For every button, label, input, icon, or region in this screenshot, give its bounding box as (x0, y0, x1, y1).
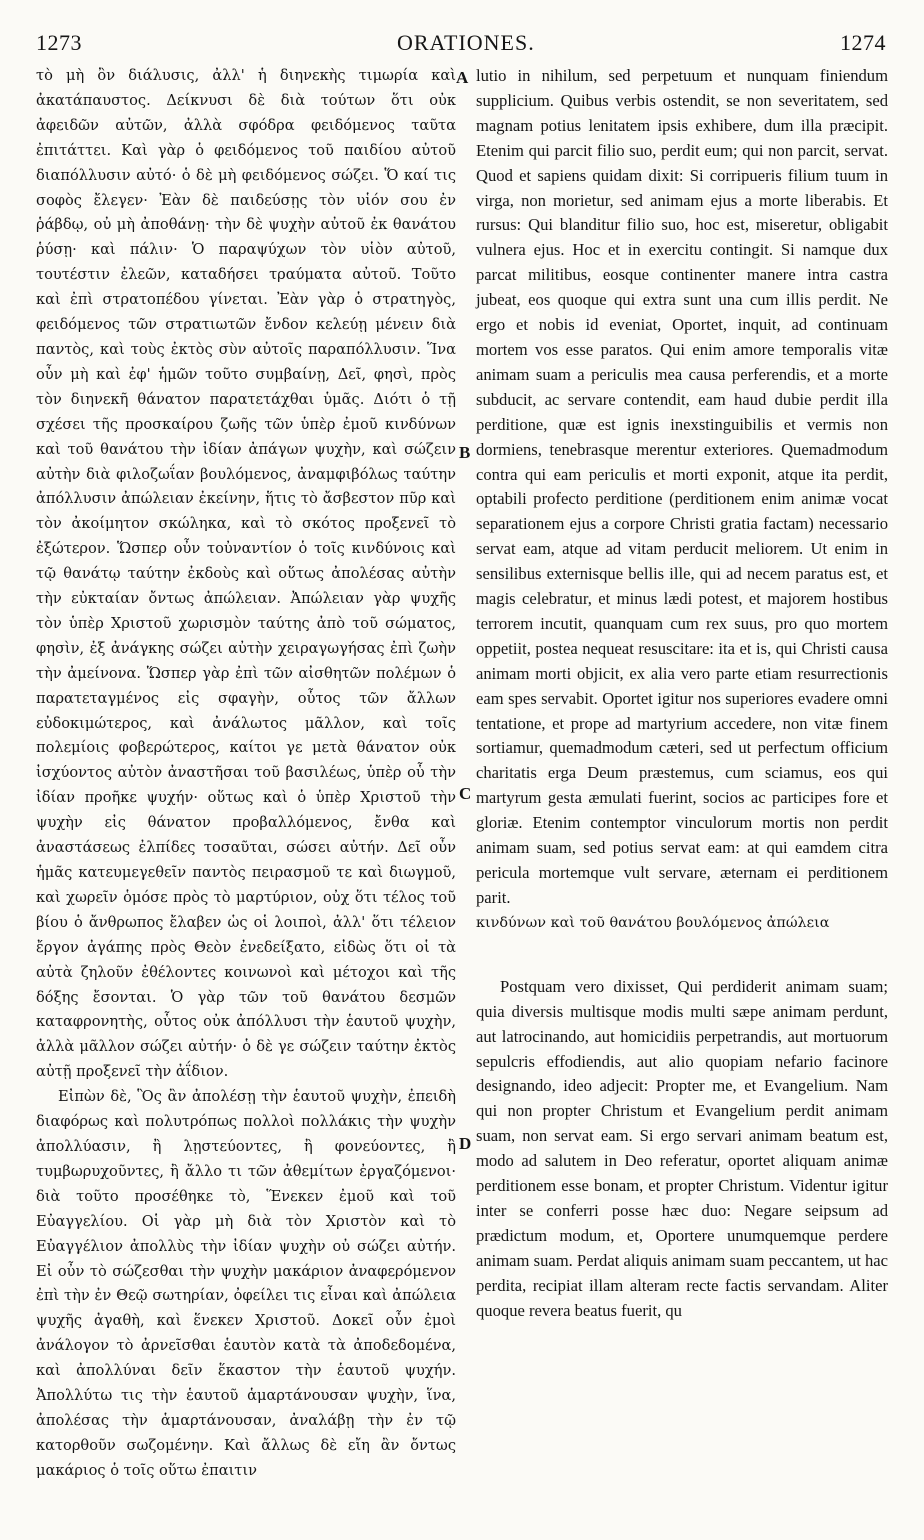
page-number-right: 1274 (840, 30, 886, 55)
running-title: ORATIONES. (397, 30, 535, 55)
greek-paragraph-2: Εἰπὼν δὲ, Ὃς ἂν ἀπολέσῃ τὴν ἑαυτοῦ ψυχὴν, ἐπειδὴ διαφόρως καὶ πολυτρόπως πολλοὶ πολλάκις τὴν ψυχὴν ἀπολλύασιν, ἢ λῃστεύοντες, ἢ φονεύοντες, ἢ τυμβωρυχοῦντες, ἢ ἄλλο τι τῶν ἀθεμίτων ἐργαζόμενοι· διὰ τοῦτο προσέθηκε τὸ, Ἕνεκεν ἐμοῦ καὶ τοῦ Εὐαγγελίου. Οἱ γὰρ μὴ διὰ τὸν Χριστὸν καὶ τὸ Εὐαγγέλιον ἀπολλὺς τὴν ἰδίαν ψυχὴν οὐ σώζει αὐτήν. Εἰ οὖν τὸ σώζεσθαι τὴν ψυχὴν μακάριον ἀναφερόμενον ἐπὶ τὴν ἐν Θεῷ σωτηρίαν, ὀφείλει τις εἶναι καὶ ἀπώλεια ψυχῆς ἀγαθὴ, καὶ ἕνεκεν Χριστοῦ. Δοκεῖ οὖν ἐμοὶ ἀνάλογον τὸ ἀρνεῖσθαι ἑαυτὸν κατὰ τὰ ἀποδεδομένα, καὶ ἀπολλύναι δεῖν ἕκαστον τὴν ἑαυτοῦ ψυχήν. Ἀπολλύτω τις τὴν ἑαυτοῦ ἁμαρτάνουσαν ψυχὴν, ἵνα, ἀπολέσας τὴν ἁμαρτάνουσαν, ἀναλάβῃ τὴν ἐν τῷ κατορθοῦν σωζομένην. Καὶ ἄλλως δὲ εἴη ἂν ὄντως μακάριος ὁ τοῖς οὕτω ἐπαιτιν (36, 1088, 456, 1479)
margin-marker-d: D (459, 1134, 472, 1153)
latin-paragraph-2: Postquam vero dixisset, Qui perdiderit animam suam; quia diversis multisque modis multi sæpe animam perdunt, aut latrocinando, aut homicidiis perpetrandis, aut mortuorum sepulcris effodiendis, aut alio quopiam nefario facinore designando, ideo adjecit: Propter me, et Evangelium. Nam qui non propter Christum et Evangelium perdit animam suam, non servat eam. Si ergo servari animam beatum est, modo ad salutem in Deo referatur, oportet aliquam animæ perditionem esse bonam, et propter Christum. Videntur igitur inter se conferri posse hæc duo: Negare seipsum ad prædictum modum, et, Oportere unumquemque perdere animam suam. Perdat aliquis animam suam peccantem, ut hac perdita, recipiat illam alteram recte factis servandam. Aliter quoque revera beatus fuerit, qu (476, 976, 888, 1320)
latin-footnote-line: κινδύνων καὶ τοῦ θανάτου βουλόμενος ἀπώλεια (476, 914, 830, 931)
latin-column (476, 64, 888, 1324)
margin-marker-a: A (456, 68, 469, 87)
greek-column (36, 64, 456, 1484)
page-number-left: 1273 (36, 30, 82, 55)
latin-paragraph-1: lutio in nihilum, sed perpetuum et nunquam finiendum supplicium. Quibus verbis ostendit, se non severitatem, sed magnam potius lenitatem ipsis exhibere, dum illa præcipit. Etenim qui parcit filio suo, perdit eum; qui non parcit, servat. Quod et sapiens quidam dixit: Si corripueris filium tuum in virga, non morietur, sed animam ejus a morte liberabis. Et rursus: Qui blanditur filio suo, hoc est, miseretur, obligabit vulnera ejus. Hoc et in exercitu contingit. Si namque dux parcat militibus, eosque continenter manere intra castra jubeat, eos quoque qui extra sunt una cum illis perdit. Ne ergo et nobis id eveniat, Oportet, inquit, ad continuam mortem vos esse paratos. Qui enim amore temporalis vitæ animam suam a periculis mea causa perferendis, et a morte subducit, ac servare contendit, eam haud dubie perdit illa perditione, quæ est ignis inexstinguibilis et vermis non dormiens, tenebrasque merentur exteriores. Quemadmodum contra qui eam periculis et morti exponit, atque ita perdit, optabili profecto perditione (perditionem enim animæ vocat separationem ejus a corpore Christi gratia factam) necessario servat eam, atque ad vitam perducit meliorem. Ut enim in sensilibus externisque bellis ille, qui ad necem paratus est, et magis celebratur, et minus lædi potest, et majorem hostibus terrorem incutit, quanquam cum rex suus, pro quo mortem oppetiit, postea nequeat resuscitare: ita et is, qui Christi causa animam morti objicit, ex alia vero parte etiam resurrectionis eam spes servabit. Oportet igitur nos superiores evadere omni tentatione, et prope ad martyrium accedere, non vitæ finem sortiamur, quemadmodum cæteri, sed ut perfectum officium charitatis erga Deum præstemus, cum sciamus, eos qui martyrum gesta æmulati fuerint, socios ac participes fore et gloriæ. Etenim contemptor vinculorum mortis non perdit animam suam, sed potius servat eam: at qui eamdem citra pericula mortemque vult servare, æternam ei perditionem parit. (476, 66, 888, 907)
greek-paragraph-1: τὸ μὴ ὂν διάλυσις, ἀλλ' ἡ διηνεκὴς τιμωρία καὶ ἀκατάπαυστος. Δείκνυσι δὲ διὰ τούτων ὅτι οὐκ ἀφειδῶν αὐτῶν, ἀλλὰ σφόδρα φειδόμενος ταῦτα ἐπιτάττει. Καὶ γὰρ ὁ φειδόμενος τοῦ παιδίου αὐτοῦ διαπόλλυσιν αὐτό· ὁ δὲ μὴ φειδόμενος σώζει. Ὅ καί τις σοφὸς ἔλεγεν· Ἐὰν δὲ παιδεύσῃς τὸν υἱόν σου ἐν ῥάβδῳ, οὐ μὴ ἀποθάνῃ· τὴν δὲ ψυχὴν αὐτοῦ ἐκ θανάτου ῥύσῃ· καὶ πάλιν· Ὁ παραψύχων τὸν υἱὸν αὐτοῦ, τουτέστιν ἐλεῶν, καταδήσει τραύματα αὐτοῦ. Τοῦτο καὶ ἐπὶ στρατοπέδου γίνεται. Ἐὰν γὰρ ὁ στρατηγὸς, φειδόμενος τῶν στρατιωτῶν ἔνδον κελεύῃ μένειν διὰ παντὸς, καὶ τοὺς ἐκτὸς σὺν αὐτοῖς παραπόλλυσιν. Ἵνα οὖν μὴ καὶ ἐφ' ἡμῶν τοῦτο συμβαίνῃ, Δεῖ, φησὶ, πρὸς τὸν διηνεκῆ θάνατον παρατετάχθαι ὑμᾶς. Διότι ὁ τῇ σχέσει τῆς προσκαίρου ζωῆς τῶν ὑπὲρ ἐμοῦ κινδύνων καὶ τοῦ θανάτου τὴν ἰδίαν ἀπάγων ψυχὴν, καὶ σώζειν αὐτὴν διὰ φιλοζωΐαν βουλόμενος, ἀναμφιβόλως ταύτην ἀπόλλυσιν ἀπώλειαν ἐκείνην, ἥτις τὸ ἄσβεστον πῦρ καὶ τὸν ἀκοίμητον σκώληκα, καὶ τὸ σκότος προξενεῖ τὸ ἐξώτερον. Ὥσπερ οὖν τοὐναντίον ὁ τοῖς κινδύνοις καὶ τῷ θανάτῳ ταύτην ἐκδοὺς καὶ οὕτως ἀπολέσας αὐτὴν τὴν εὐκταίαν ὄντως ἀπώλειαν. Ἀπώλειαν γὰρ ψυχῆς τὸν ὑπὲρ Χριστοῦ χωρισμὸν ταύτης ἀπὸ τοῦ σώματος, φησὶν, ἐξ ἀνάγκης σώζει αὐτὴν χειραγωγήσας ἐπὶ ζωὴν τὴν ἀμείνονα. Ὥσπερ γὰρ ἐπὶ τῶν αἰσθητῶν πολέμων ὁ παρατεταγμένος εἰς σφαγὴν, οὗτος τῶν ἄλλων εὐδοκιμώτερος, καὶ ἀνάλωτος μᾶλλον, καὶ τοῖς πολεμίοις φοβερώτερος, καίτοι γε μετὰ θάνατον οὐκ ἰσχύοντος αὐτὸν ἀναστῆσαι τοῦ βασιλέως, ὑπὲρ οὗ τὴν ἰδίαν προῆκε ψυχήν· οὕτως καὶ ὁ ὑπὲρ Χριστοῦ τὴν ψυχὴν εἰς θάνατον προβαλλόμενος, ἔνθα καὶ ἀναστάσεως ἐλπίδες τοσαῦται, σώσει αὐτήν. Δεῖ οὖν ἡμᾶς κατευμεγεθεῖν παντὸς πειρασμοῦ τε καὶ διωγμοῦ, καὶ χωρεῖν ὁμόσε πρὸς τὸ μαρτύριον, οὐχ ὅτι τέλος τοῦ βίου ὁ ἄνθρωπος ἔλαβεν ὡς οἱ λοιποὶ, ἀλλ' ὅτι τέλειον ἔργον ἀγάπης πρὸς Θεὸν ἐνεδείξατο, εἰδὼς ὅτι οἱ τὰ αὐτὰ ζηλοῦν ἐθέλοντες κοινωνοὶ καὶ μέτοχοι καὶ τῆς δόξης ἔσονται. Ὁ γὰρ τῶν τοῦ θανάτου δεσμῶν καταφρονητὴς, οὗτος οὐκ ἀπόλλυσι τὴν ἑαυτοῦ ψυχὴν, ἀλλὰ μᾶλλον σώζει αὐτήν· ὁ δὲ γε σώζειν ταύτην ἐκτὸς αὐτῇ προξενεῖ τὴν ἀΐδιον. (36, 67, 456, 1081)
page-header (0, 30, 924, 60)
margin-marker-c: C (459, 784, 472, 803)
margin-marker-b: B (459, 443, 471, 462)
